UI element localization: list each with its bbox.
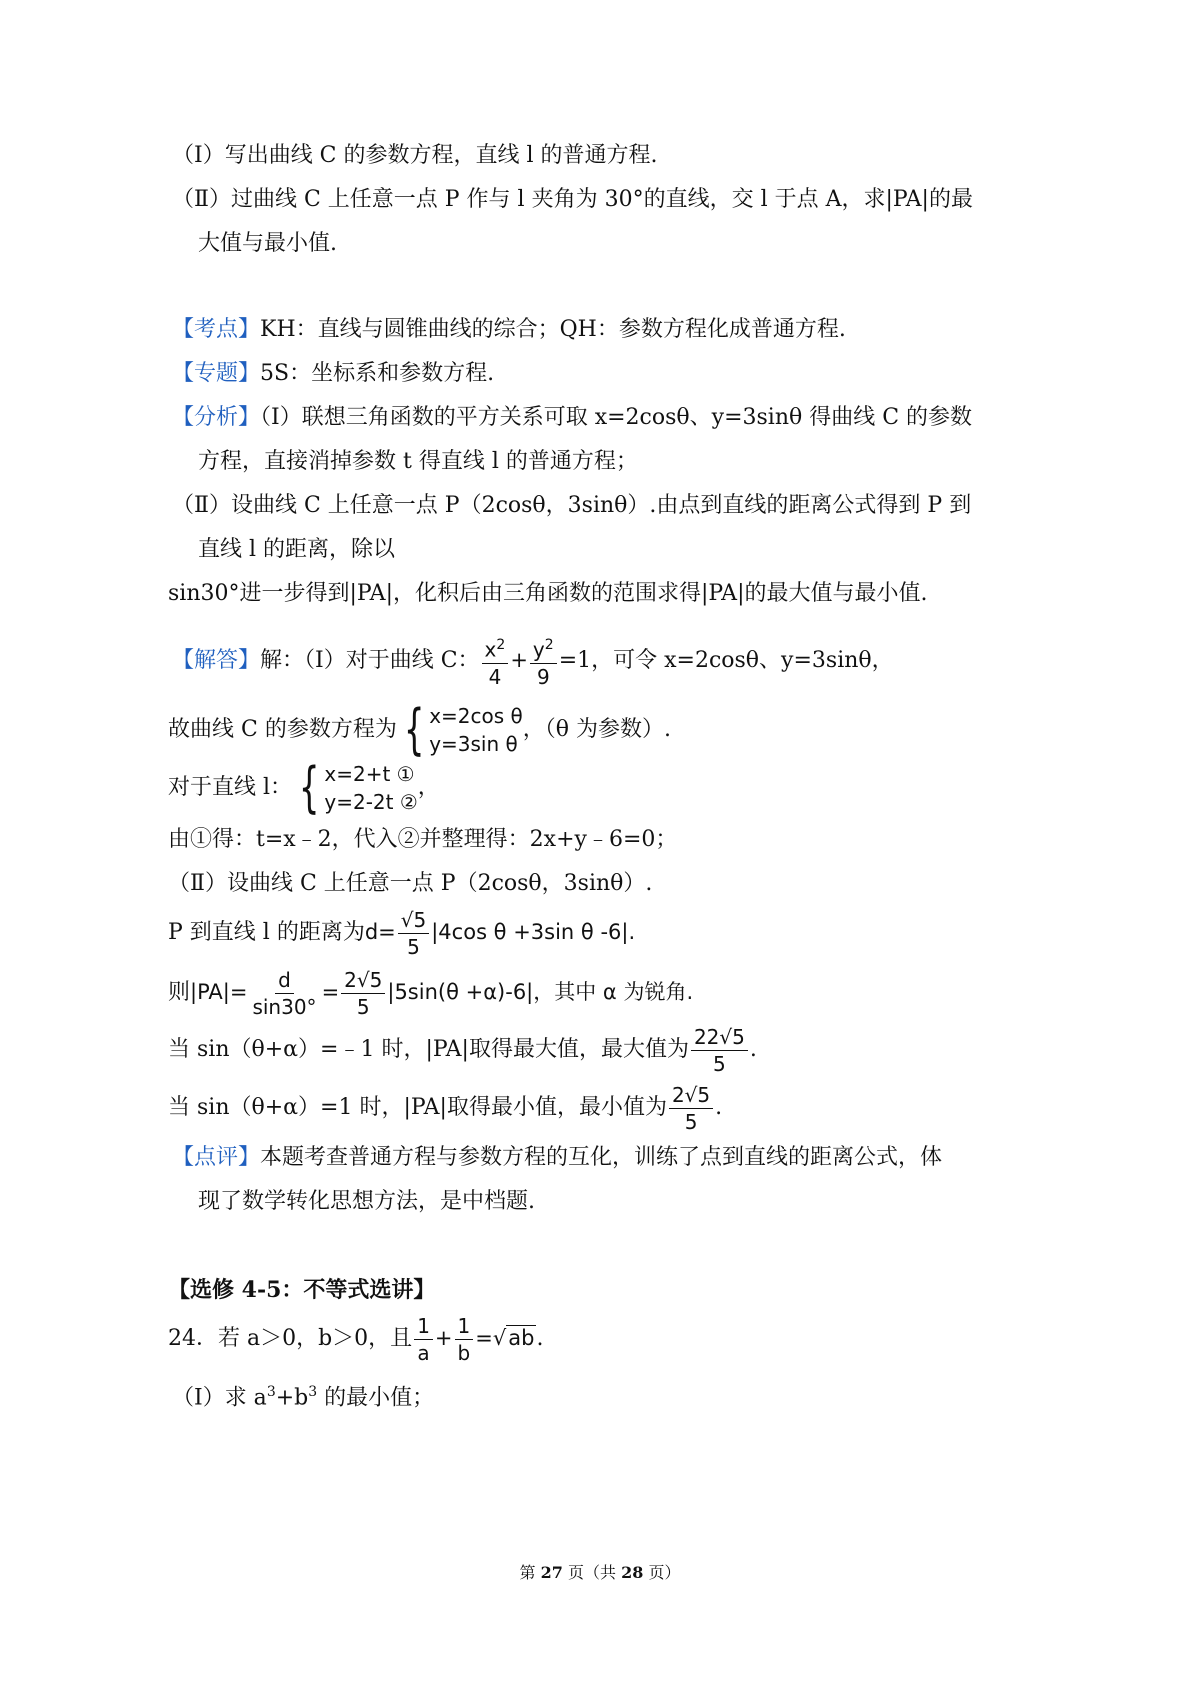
plus-sign: +: [434, 1326, 453, 1350]
system-row-1: x=2+t ①: [324, 762, 415, 786]
question-part-2: （Ⅱ）过曲线 C 上任意一点 P 作与 l 夹角为 30°的直线，交 l 于点 A，求|PA|的最: [172, 187, 973, 212]
jieda-line-5: （Ⅱ）设曲线 C 上任意一点 P（2cosθ，3sinθ）.: [168, 871, 653, 896]
frac-den: 9: [536, 664, 550, 689]
footer-text: 第: [519, 1563, 541, 1582]
q24-text-a: 24．若 a＞0，b＞0，且: [168, 1326, 413, 1351]
fraction-min-value: [669, 1082, 713, 1135]
frac-num: 22√5: [691, 1024, 748, 1051]
frac-den: 5: [684, 1109, 698, 1134]
dianping-line-1: [172, 1144, 942, 1172]
jieda-text-3a: 对于直线 l：: [168, 775, 293, 800]
question-part-1: （Ⅰ）写出曲线 C 的参数方程，直线 l 的普通方程.: [172, 143, 658, 168]
jieda-text-1a: 解：（Ⅰ）对于曲线 C：: [260, 648, 480, 673]
fraction-2sqrt5-over-5: [341, 967, 385, 1020]
frac-num: 1: [414, 1313, 433, 1340]
jieda-line-4: 由①得：t=x﹣2，代入②并整理得：2x+y﹣6=0；: [168, 827, 678, 852]
question-24-line-2: [172, 1378, 434, 1412]
section-heading: 【选修 4-5：不等式选讲】: [168, 1277, 436, 1303]
jieda-text-2b: ，（θ 为参数）.: [522, 717, 671, 742]
kaodian-line: [172, 316, 846, 344]
system-row-2: y=3sin θ: [429, 732, 518, 756]
period: .: [749, 1037, 757, 1062]
frac-den: 5: [713, 1051, 726, 1076]
period: .: [715, 1095, 723, 1120]
superscript: 2: [544, 637, 554, 654]
fraction-d-over-sin30: [249, 967, 319, 1020]
question-24-line-1: [168, 1308, 543, 1368]
distance-symbol: d=: [364, 920, 396, 944]
kaodian-text: KH：直线与圆锥曲线的综合；QH：参数方程化成普通方程.: [260, 317, 846, 342]
jieda-text-1b: =1，可令 x=2cosθ、y=3sinθ，: [558, 648, 894, 673]
superscript: 2: [496, 637, 506, 654]
fenxi-line-5: sin30°进一步得到|PA|，化积后由三角函数的范围求得|PA|的最大值与最小值.: [168, 581, 928, 606]
param-system-curve: { x=2cos θ y=3sin θ: [403, 698, 523, 761]
question-part-2-cont: 大值与最小值.: [198, 231, 337, 256]
zhuanti-tag: 【专题】: [172, 361, 261, 386]
frac-num: 1: [455, 1313, 474, 1340]
frac-num: y: [532, 637, 545, 662]
fenxi-line-1: [172, 404, 972, 432]
jieda-line-7: [168, 962, 693, 1022]
period: .: [536, 1326, 544, 1351]
q24-text-2a: （Ⅰ）求 a: [172, 1385, 267, 1411]
equals-sign: =: [321, 980, 340, 1004]
fraction-max-value: [691, 1024, 748, 1077]
superscript: 3: [266, 1384, 276, 1400]
footer-text: 页）: [643, 1563, 681, 1582]
jieda-text-2a: 故曲线 C 的参数方程为: [168, 717, 397, 742]
jieda-text-3b: ，: [417, 775, 440, 800]
frac-den: sin30°: [252, 994, 317, 1019]
jieda-line-3: [168, 758, 440, 818]
zhuanti-text: 5S：坐标系和参数方程.: [260, 361, 495, 386]
frac-den: a: [417, 1340, 430, 1365]
fraction-1-over-a: [414, 1313, 433, 1366]
frac-num: 2√5: [669, 1082, 713, 1109]
frac-den: b: [457, 1340, 471, 1365]
kaodian-tag: 【考点】: [172, 317, 261, 342]
frac-num: x: [484, 637, 497, 662]
fenxi-tag: 【分析】: [172, 405, 261, 430]
plus-sign: +: [510, 648, 528, 672]
q24-text-2b: +b: [275, 1385, 309, 1411]
jieda-tag: 【解答】: [172, 648, 261, 673]
dianping-line-2: 现了数学转化思想方法，是中档题.: [198, 1189, 535, 1214]
fenxi-line-4: 直线 l 的距离，除以: [198, 537, 396, 562]
superscript: 3: [308, 1384, 318, 1400]
fenxi-line-2: 方程，直接消掉参数 t 得直线 l 的普通方程；: [198, 449, 638, 474]
jieda-text-8a: 当 sin（θ+α）=﹣1 时，|PA|取得最大值，最大值为: [168, 1037, 689, 1062]
jieda-line-9: [168, 1078, 722, 1138]
fraction-sqrt5-over-5: [398, 907, 429, 960]
dianping-text-1: 本题考查普通方程与参数方程的互化，训练了点到直线的距离公式，体: [260, 1145, 943, 1170]
fraction-y2-over-9: [530, 632, 557, 690]
jieda-text-7a: 则: [168, 980, 191, 1005]
frac-den: 5: [407, 934, 420, 959]
jieda-line-1: [172, 630, 894, 690]
pa-expression: |5sin(θ +α)-6|，其中 α 为锐角.: [387, 980, 694, 1004]
jieda-line-8: [168, 1020, 757, 1080]
sqrt-ab: √ab: [492, 1326, 535, 1350]
frac-num: d: [275, 967, 294, 994]
system-row-1: x=2cos θ: [429, 704, 523, 728]
pa-symbol: |PA|=: [190, 980, 248, 1004]
page-number: 27: [540, 1563, 563, 1582]
distance-expression: |4cos θ +3sin θ -6|.: [431, 920, 636, 944]
frac-num: √5: [398, 907, 429, 934]
total-pages: 28: [621, 1563, 644, 1582]
frac-num: 2√5: [341, 967, 385, 994]
frac-den: 5: [356, 994, 370, 1019]
frac-den: 4: [488, 664, 502, 689]
jieda-text-9a: 当 sin（θ+α）=1 时，|PA|取得最小值，最小值为: [168, 1095, 667, 1120]
jieda-line-6: [168, 902, 635, 962]
fenxi-text-1: （Ⅰ）联想三角函数的平方关系可取 x=2cosθ、y=3sinθ 得曲线 C 的参数: [260, 405, 973, 430]
jieda-text-6a: P 到直线 l 的距离为: [168, 920, 365, 945]
fraction-x2-over-4: [482, 632, 509, 690]
page-footer: [0, 1560, 1200, 1583]
radicand: ab: [508, 1326, 535, 1350]
q24-text-2c: 的最小值；: [317, 1385, 435, 1411]
equals-sign: =: [475, 1326, 493, 1350]
dianping-tag: 【点评】: [172, 1145, 261, 1170]
fenxi-line-3: （Ⅱ）设曲线 C 上任意一点 P（2cosθ，3sinθ）.由点到直线的距离公式得到 P 到: [172, 493, 972, 518]
jieda-line-2: [168, 700, 671, 760]
fraction-1-over-b: [455, 1313, 474, 1366]
footer-text: 页（共: [562, 1563, 622, 1582]
system-row-2: y=2-2t ②: [324, 790, 418, 814]
zhuanti-line: [172, 360, 494, 388]
param-system-line: { x=2+t ① y=2-2t ②: [298, 756, 418, 819]
